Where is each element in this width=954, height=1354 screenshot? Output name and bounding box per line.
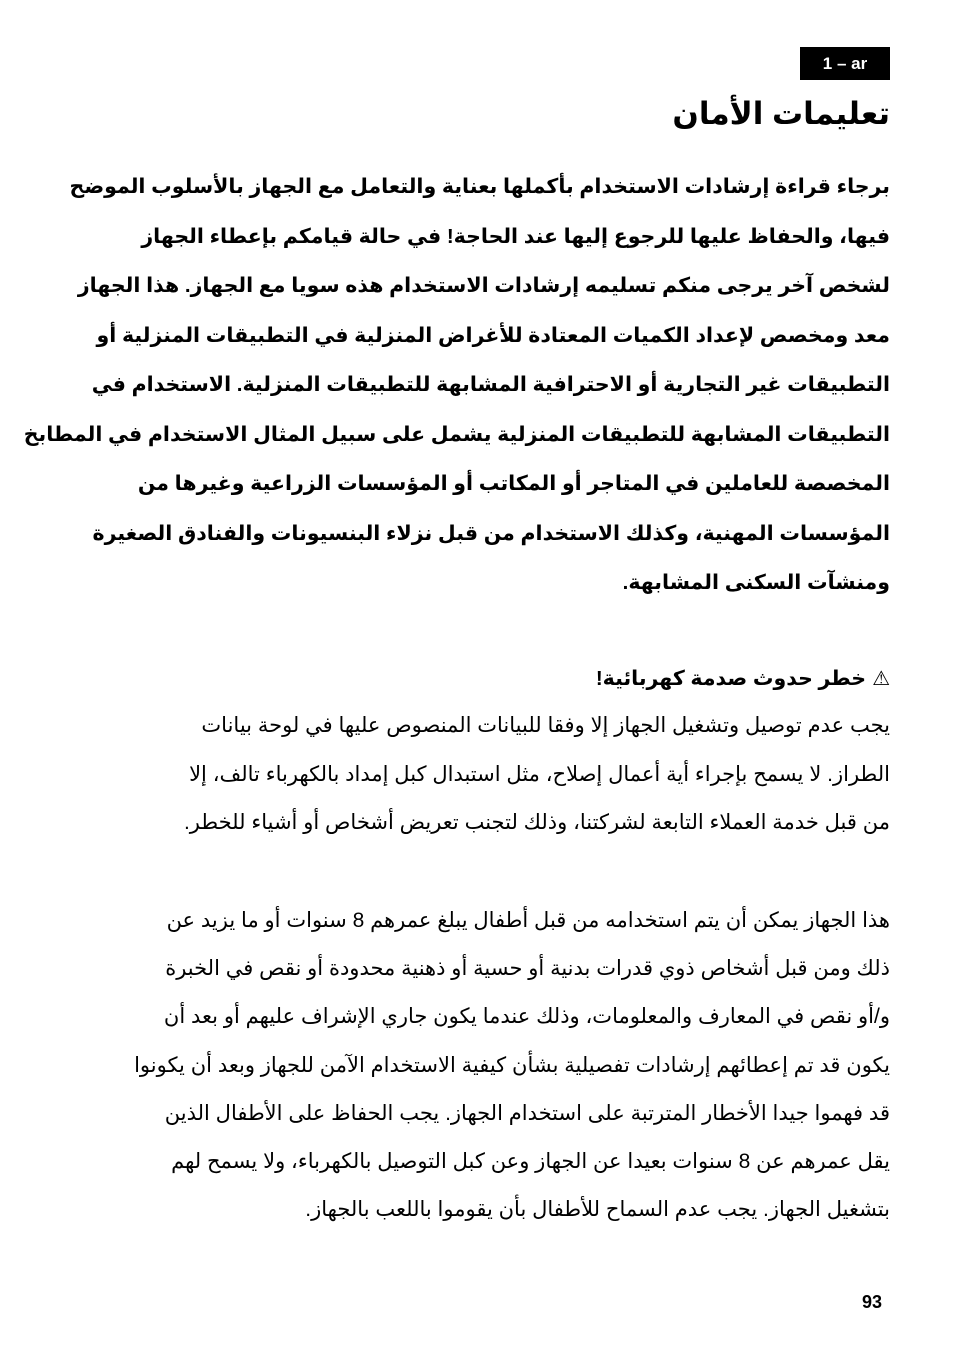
text-line: يكون قد تم إعطائهم إرشادات تفصيلية بشأن كيفية الاستخدام الآمن للجهاز وبعد أن يكونوا xyxy=(134,1053,890,1077)
text-line: معد ومخصص لإعداد الكميات المعتادة للأغراض المنزلية في التطبيقات المنزلية أو xyxy=(96,323,890,347)
page-title: تعليمات الأمان xyxy=(672,96,890,131)
text-line: فيها، والحفاظ عليها للرجوع إليها عند الحاجة! في حالة قيامكم بإعطاء الجهاز xyxy=(141,224,890,248)
text-line: يقل عمرهم عن 8 سنوات بعيدا عن الجهاز وعن كبل التوصيل بالكهرباء، ولا يسمح لهم xyxy=(171,1150,890,1174)
text-line: المخصصة للعاملين في المتاجر أو المكاتب أو المؤسسات الزراعية وغيرها من xyxy=(137,472,890,495)
text-line: قد فهموا جيدا الأخطار المترتبة على استخدام الجهاز. يجب الحفاظ على الأطفال الذين xyxy=(164,1101,890,1125)
children-safety-paragraph xyxy=(70,897,890,1234)
text-line: برجاء قراءة إرشادات الاستخدام بأكملها بعناية والتعامل مع الجهاز بالأسلوب الموضح xyxy=(69,175,890,198)
text-line: ذلك ومن قبل أشخاص ذوي قدرات بدنية أو حسية أو ذهنية محدودة أو نقص في الخبرة xyxy=(165,957,890,981)
text-line: لشخص آخر يرجى منكم تسليمه إرشادات الاستخدام هذه سويا مع الجهاز. هذا الجهاز xyxy=(77,274,890,297)
intro-paragraph xyxy=(23,162,890,608)
text-line: و/أو نقص في المعارف والمعلومات، وذلك عندما يكون جاري الإشراف عليهم أو بعد أن xyxy=(163,1005,890,1029)
text-line: هذا الجهاز يمكن أن يتم استخدامه من قبل أطفال يبلغ عمرهم 8 سنوات أو ما يزيد عن xyxy=(166,909,890,932)
text-line: يجب عدم توصيل وتشغيل الجهاز إلا وفقا للبيانات المنصوص عليها في لوحة بيانات xyxy=(201,714,890,737)
text-line: التطبيقات غير التجارية أو الاحترافية المشابهة للتطبيقات المنزلية. الاستخدام في xyxy=(91,373,890,396)
warning-heading-text: خطر حدوث صدمة كهربائية! xyxy=(595,667,867,690)
warning-triangle-icon: ⚠ xyxy=(872,666,890,690)
text-line: المؤسسات المهنية، وكذلك الاستخدام من قبل نزلاء البنسيونات والفنادق الصغيرة xyxy=(92,521,890,545)
text-line: ومنشآت السكنى المشابهة. xyxy=(622,571,890,594)
warning-heading xyxy=(596,660,890,697)
text-line: من قبل خدمة العملاء التابعة لشركتنا، وذلك لتجنب تعريض أشخاص أو أشياء للخطر. xyxy=(183,811,890,834)
language-badge: 1 – ar xyxy=(800,47,890,80)
text-line: التطبيقات المشابهة للتطبيقات المنزلية يشمل على سبيل المثال الاستخدام في المطابخ xyxy=(23,422,890,446)
page-number: 93 xyxy=(862,1292,883,1312)
text-line: الطراز. لا يسمح بإجراء أية أعمال إصلاح، مثل استبدال كبل إمداد بالكهرباء تالف، إلا xyxy=(189,762,890,786)
text-line: بتشغيل الجهاز. يجب عدم السماح للأطفال بأن يقوموا باللعب بالجهاز. xyxy=(305,1198,890,1222)
warning-paragraph xyxy=(70,702,890,848)
